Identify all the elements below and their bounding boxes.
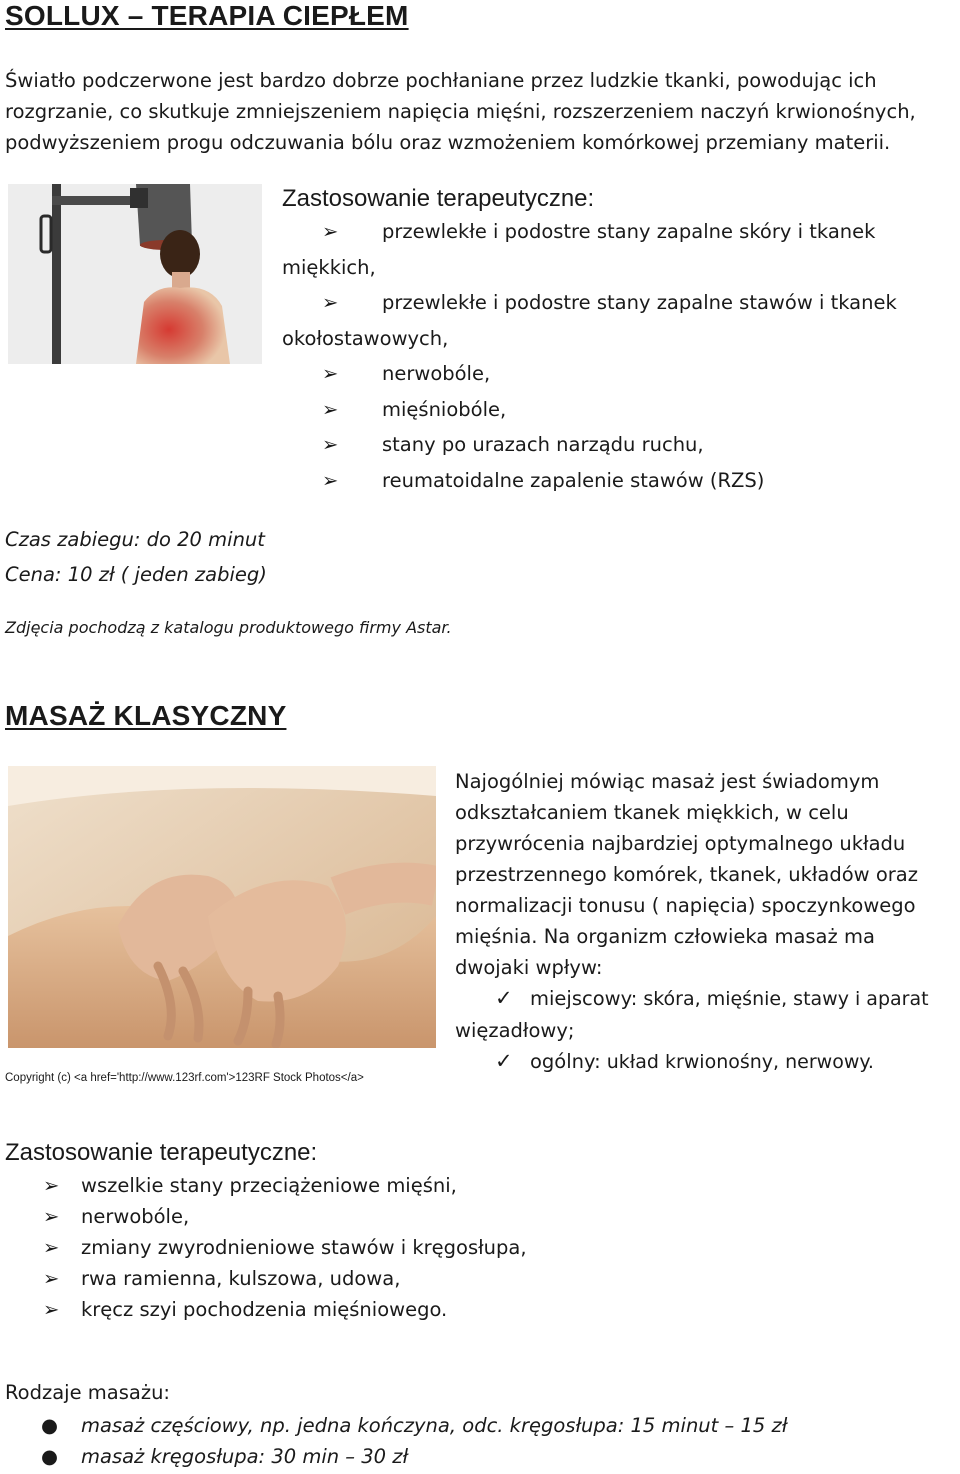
arrow-bullet-icon: ➢	[43, 1267, 60, 1290]
photo-copyright: Copyright (c) <a href='http://www.123rf.com'>123RF Stock Photos</a>	[5, 1072, 364, 1084]
arrow-bullet-icon: ➢	[43, 1236, 60, 1259]
intro-line: rozgrzanie, co skutkuje zmniejszeniem napięcia mięśni, rozszerzeniem naczyń krwionośnych,	[5, 100, 916, 123]
list-item: ➢ reumatoidalne zapalenie stawów (RZS)	[282, 463, 952, 499]
arrow-bullet-icon: ➢	[322, 433, 339, 456]
sollux-time: Czas zabiegu: do 20 minut	[5, 528, 265, 551]
sollux-therapy-heading: Zastosowanie terapeutyczne:	[282, 185, 595, 212]
arrow-bullet-icon: ➢	[322, 397, 339, 421]
photo-source-note: Zdjęcia pochodzą z katalogu produktowego firmy Astar.	[5, 618, 452, 637]
sollux-therapy-list	[282, 214, 952, 498]
massage-description	[455, 766, 960, 1078]
list-item: ● masaż kręgosłupa: 30 min – 30 zł	[5, 1441, 955, 1472]
list-item-continuation: miękkich,	[282, 255, 376, 279]
list-item: ➢ wszelkie stany przeciążeniowe mięśni,	[5, 1170, 905, 1201]
list-item: ➢ mięśniobóle,	[282, 392, 952, 428]
list-item: ➢ nerwobóle,	[282, 356, 952, 392]
arrow-bullet-icon: ➢	[322, 291, 339, 314]
description-line: dwojaki wpływ:	[455, 956, 603, 979]
description-line: normalizacji tonusu ( napięcia) spoczynkowego	[455, 894, 916, 917]
intro-line: podwyższeniem progu odczuwania bólu oraz wzmożeniem komórkowej przemiany materii.	[5, 131, 891, 154]
list-item: ➢ zmiany zwyrodnieniowe stawów i kręgosłupa,	[5, 1232, 905, 1263]
list-item: ➢ kręcz szyi pochodzenia mięśniowego.	[5, 1294, 905, 1325]
description-line: przestrzennego komórek, tkanek, układów oraz	[455, 863, 918, 886]
sollux-lamp-photo	[8, 184, 262, 364]
arrow-bullet-icon: ➢	[43, 1205, 60, 1228]
arrow-bullet-icon: ➢	[322, 468, 339, 492]
description-line: odkształcaniem tkanek miękkich, w celu	[455, 801, 849, 824]
list-item: ➢ nerwobóle,	[5, 1201, 905, 1232]
description-line: Najogólniej mówiąc masaż jest świadomym	[455, 770, 880, 793]
list-item: ➢ rwa ramienna, kulszowa, udowa,	[5, 1263, 905, 1294]
list-item: ● masaż częściowy, np. jedna kończyna, odc. kręgosłupa: 15 minut – 15 zł	[5, 1410, 955, 1441]
intro-line: Światło podczerwone jest bardzo dobrze pochłaniane przez ludzkie tkanki, powodując ich	[5, 69, 877, 92]
list-item: ➢ przewlekłe i podostre stany zapalne skóry i tkanek	[282, 214, 952, 250]
description-line: mięśnia. Na organizm człowieka masaż ma	[455, 925, 875, 948]
effect-continuation: więzadłowy;	[455, 1019, 575, 1042]
massage-therapy-list	[5, 1170, 905, 1325]
description-line: przywrócenia najbardziej optymalnego układu	[455, 832, 906, 855]
list-item: ➢ przewlekłe i podostre stany zapalne stawów i tkanek	[282, 285, 952, 321]
massage-title: MASAŻ KLASYCZNY	[5, 700, 287, 731]
massage-therapy-heading: Zastosowanie terapeutyczne:	[5, 1139, 318, 1166]
dot-bullet-icon: ●	[41, 1445, 59, 1468]
sollux-intro	[5, 65, 960, 158]
arrow-bullet-icon: ➢	[43, 1174, 60, 1197]
list-item: ➢ stany po urazach narządu ruchu,	[282, 427, 952, 463]
arrow-bullet-icon: ➢	[322, 220, 339, 243]
check-icon: ✓	[495, 986, 513, 1010]
list-item-continuation: okołostawowych,	[282, 326, 449, 350]
massage-types-list	[5, 1410, 955, 1472]
arrow-bullet-icon: ➢	[43, 1298, 60, 1321]
massage-hands-photo	[8, 766, 436, 1048]
massage-types-heading: Rodzaje masażu:	[5, 1381, 170, 1404]
effect-item: ✓ miejscowy: skóra, mięśnie, stawy i aparat	[455, 983, 960, 1015]
arrow-bullet-icon: ➢	[322, 362, 339, 385]
sollux-title: SOLLUX – TERAPIA CIEPŁEM	[5, 0, 409, 31]
check-icon: ✓	[495, 1049, 513, 1073]
effect-item: ✓ ogólny: układ krwionośny, nerwowy.	[455, 1046, 960, 1078]
dot-bullet-icon: ●	[41, 1414, 59, 1437]
sollux-price: Cena: 10 zł ( jeden zabieg)	[5, 563, 267, 586]
